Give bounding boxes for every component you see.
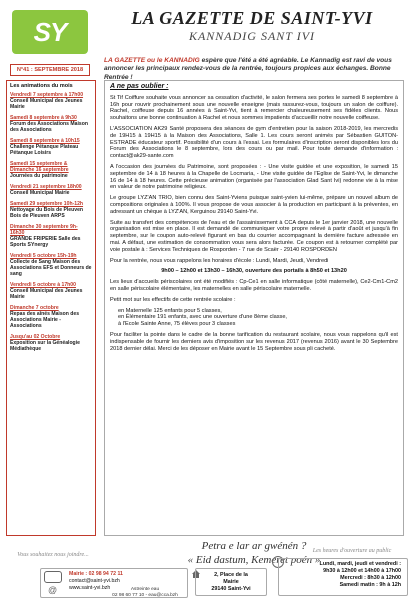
article-horaires: Pour la rentrée, nous vous rappelons les horaires d'école : Lundi, Mardi, Jeudi, Vendredi (110, 257, 329, 264)
event-date: Vendredi 5 octobre à 17h00 (10, 282, 76, 288)
effectif-item: à l'Ecole Sainte Anne, 75 élèves pour 3 classes (118, 321, 236, 328)
event-text: GRANDE FRIPERIE Salle des Sports SYnergy (10, 236, 81, 248)
event-item (10, 305, 92, 329)
breton-translation: « Eid dastum, Kemeret poén » (187, 554, 321, 566)
event-date: Vendredi 7 septembre à 17h00 (10, 92, 84, 98)
article-patrimoine: A l'occasion des journées du Patrimoine, sont proposées : - Une visite guidée et une exposition, le samedi 15 septembre de 14 à 18 heures à la Chapelle de Locmaria, - Une visite guidée de l'Eglise de Saint-Yvi, le dimanche 16 de 14 à 18 heures. Cette précieuse animation (organisée par l'association Glad Sant Ivi) redonne vie à la mise en valeur de notre patrimoine religieux. (110, 163, 398, 191)
event-item (10, 184, 92, 196)
event-text: Collecte de Sang Maison des Associations EFS et Donneurs de sang (10, 259, 92, 277)
address-line: Mairie (223, 579, 239, 585)
event-date: Dimanche 30 septembre 9h-16h30 (10, 224, 78, 236)
at-icon: @ (48, 585, 58, 595)
event-text: Challenge Pétanque Plateau Pétanque Loisirs (10, 144, 79, 156)
hours-line: 9h30 à 12h00 et 14h00 à 17h00 (323, 568, 401, 574)
event-date: Jusqu'au 02 Octobre (10, 334, 61, 340)
event-text: Conseil Municipal des Jeunes Mairie (10, 288, 83, 300)
opening-hours-box (278, 558, 408, 596)
event-date: Samedi 15 septembre & Dimanche 16 septembre (10, 161, 69, 173)
intro-text (104, 57, 404, 82)
event-date: Vendredi 5 octobre 15h-19h (10, 253, 77, 259)
address-line: 2, Place de la (214, 572, 248, 578)
contact-phone: Mairie : 02 98 94 72 11 (69, 571, 123, 577)
event-date: Samedi 8 septembre à 10h15 (10, 138, 80, 144)
issue-number: N°41 : SEPTEMBRE 2018 (10, 64, 90, 76)
event-text: Conseil Municipal des Jeunes Mairie (10, 98, 83, 110)
event-text: Journées du patrimoine (10, 173, 68, 179)
school-hours: 9h00 – 12h00 et 13h30 – 16h30, ouverture des portails à 8h50 et 13h20 (161, 268, 347, 275)
event-item (10, 92, 92, 110)
event-date: Dimanche 7 octobre (10, 305, 59, 311)
article-eau: Suite au transfert des compétences de l'eau et de l'assainissement à CCA depuis le 1er janvier 2018, une nouvelle organisation est mise en place. Il est demandé de communiquer votre propre relevé à partir d'août et jusqu'à fin septembre, sur le coupon auto-relevé figurant en bas du courrier accompagnant la dernière facture adressée en mai. A défaut, une estimation de consommation vous sera alors facturée. Ce coupon est à retourner complété par voie postale à : Services Techniques de Rosporden - 7 rue de Scaër - 29140 ROSPORDEN (110, 219, 398, 253)
event-item (10, 115, 92, 133)
event-text: Forum des Associations Maison des Associations (10, 121, 88, 133)
event-item (10, 138, 92, 156)
hours-line: Lundi, mardi, jeudi et vendredi : (319, 561, 401, 567)
logo-text: SY (33, 16, 67, 47)
events-sidebar (6, 80, 96, 536)
main-heading: A ne pas oublier : (110, 83, 169, 90)
contact-website[interactable]: www.saint-yvi.bzh (69, 585, 111, 591)
article-tarification: Pour faciliter la pointe dans le cadre de la bonne tarification du restaurant scolaire, nous vous rappelons qu'il est indispensable de fournir les derniers avis d'imposition sur les revenus 2017 (revenus 2016) avant le 30 Septembre 2018 dernier délai. Merci de les déposer en Mairie avant le 15 Septembre sous pli cacheté. (110, 331, 398, 352)
effectif-item: en Maternelle 125 enfants pour 5 classes, (118, 307, 222, 314)
astreinte-info (100, 587, 190, 598)
event-text: Exposition sur la Généalogie Médiathèque (10, 340, 80, 352)
logo (12, 10, 88, 54)
hours-line: Samedi matin : 9h à 12h (339, 582, 401, 588)
article-periscolaire: Les lieux d'accueils périscolaires ont été modifiés : Cp-Ce1 en salle informatique (côté maternelle), Ce2-Cm1-Cm2 en salle périscolaire élémentaire, les maternelles en salle périscolaire maternelle. (110, 279, 398, 292)
contact-email[interactable]: contact@saint-yvi.bzh (69, 578, 120, 584)
astreinte-label: Astreinte eau (130, 587, 160, 592)
astreinte-contact: 02 98 60 77 10 - eau@cca.bzh (112, 592, 178, 598)
breton-proverb: Petra e lar ar gwénén ? (201, 540, 307, 552)
event-item (10, 282, 92, 300)
event-text: Repas des aînés Maison des Associations Mairie - Associations (10, 311, 80, 329)
event-item (10, 224, 92, 248)
article-lyzan: Le groupe LYZ'AN TRIO, bien connu des Saint-Yviens puisque saint-yvien lui-même, prépare un nouvel album de compositions originales à 100%. Il vous propose de vous associer à la production en participant à la préventes, en adressant un chèque à LYZ'AN, Kerguinou 29140 Saint-Yvi. (110, 195, 398, 215)
address-line: 29140 Saint-Yvi (211, 586, 251, 592)
page-subtitle: KANNADIG SANT IVI (188, 29, 316, 43)
page-title: LA GAZETTE DE SAINT-YVI (131, 8, 373, 28)
event-date: Samedi 29 septembre 10h-12h (10, 201, 84, 207)
event-date: Samedi 8 septembre à 9h30 (10, 115, 77, 121)
event-item (10, 334, 92, 352)
contact-intro: Vous souhaitez nous joindre... (17, 552, 89, 558)
article-effectifs: Petit mot sur les effectifs de cette rentrée scolaire : (110, 296, 236, 303)
article-coiffure: St Tif Coiffure souhaite vous annoncer sa cessation d'activité, le salon fermera ses portes le samedi 8 septembre à 16h pour rouvrir prochainement sous une nouvelle enseigne (mais rassurez-vous, toujours un salon de coiffure). Rachel, coiffeuse depuis 16 années à Saint-Yvi, tient à remercier chaleureusement ses fidèles clients. Nous souhaitons une bonne continuation à Rachel et nous sommes impatients d'accueillir notre nouvelle coiffeuse. (110, 94, 398, 122)
intro-highlight: LA GAZETTE ou le KANNADIG (104, 57, 200, 64)
event-date: Vendredi 21 septembre 18h00 (10, 184, 82, 190)
event-item (10, 201, 92, 219)
event-text: Conseil Municipal Mairie (10, 190, 70, 196)
event-item (10, 161, 92, 179)
event-item (10, 253, 92, 277)
address-box (195, 568, 267, 596)
hours-line: Mercredi : 8h30 à 12h00 (340, 575, 401, 581)
intro-body: espère que l'été a été agréable. Le Kannadig est ravi de vous annoncer les principaux rendez-vous de la rentrée, toujours propices aux échanges. Bonne Rentrée ! (104, 57, 392, 81)
main-content (104, 80, 404, 536)
sidebar-heading: Les animations du mois (10, 83, 73, 89)
hours-intro: Les heures d'ouverture au public (312, 548, 392, 554)
article-ak29: L'ASSOCIATION AK29 Santé proposera des séances de gym d'entretien pour la saison 2018-2019, les mercredis de 19H15 à 19H15 à la Maison des Associations, Salle 1. Les cours seront animés par Sébastien GUITON-ESTRADE éducateur sportif. Possibilité d'un cours à l'essai. Les formulaires d'inscription seront disponibles lors du Forum des Associations le 8 septembre, lors des cours ou par mail. Pour toute demande d'information : contact@ak29-sante.com (110, 125, 398, 160)
event-text: Nettoyage du Bois de Pleuven Bois de Pleuven ARPS (10, 207, 84, 219)
effectif-item: en Élémentaire 191 enfants, avec une ouverture d'une 8ème classe, (118, 314, 287, 321)
